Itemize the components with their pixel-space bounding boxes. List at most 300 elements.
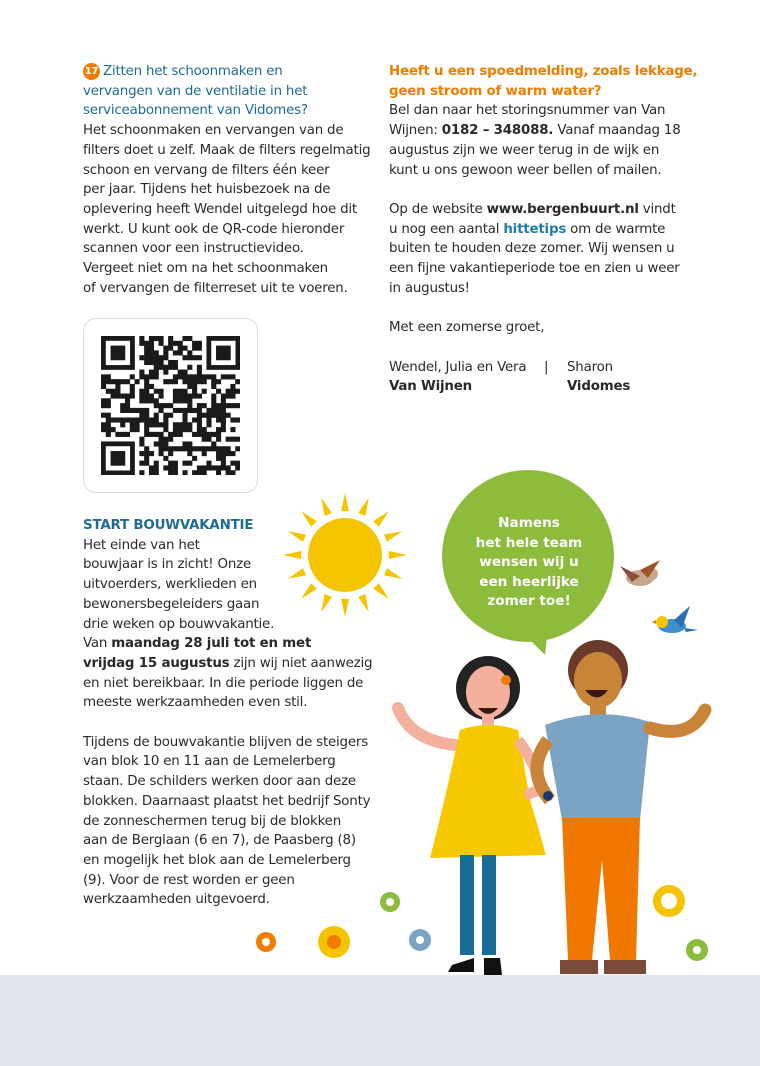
paragraph-line [389,220,697,240]
qr-module [192,374,197,379]
qr-module [211,374,216,379]
qr-module [154,389,159,394]
qr-module [221,446,226,451]
qr-module [149,384,154,389]
qr-module [202,413,207,418]
paragraph-line: uitvoerders, werklieden en [83,577,257,593]
qr-module [163,365,168,370]
qr-module [106,403,111,408]
qr-module [130,384,135,389]
paragraph-line: aan de Berglaan (6 en 7), de Paasberg (8) [83,833,356,849]
qr-module [216,456,221,461]
qr-module [144,389,149,394]
qr-module [216,437,221,442]
qr-module [187,461,192,466]
qr-module [106,374,111,379]
qr-module [173,379,178,384]
qr-module [211,394,216,399]
qr-module [111,427,116,432]
qr-module [144,446,149,451]
qr-module [216,470,221,475]
qr-module [230,394,235,399]
qr-module [187,451,192,456]
qr-module [178,398,183,403]
qr-module [163,350,168,355]
qr-module [173,365,178,370]
text-run: Vanaf maandag 18 [553,123,681,139]
paragraph-line: kunt u ons gewoon weer bellen of mailen. [389,162,662,178]
sun-ray [321,498,332,516]
qr-module [178,432,183,437]
qr-module [230,461,235,466]
qr-module [182,427,187,432]
website-url[interactable]: www.bergenbuurt.nl [486,201,639,217]
qr-module [216,346,231,361]
qr-module [230,389,235,394]
qr-module [163,456,168,461]
qr-module [178,427,183,432]
boy-illustration [537,640,705,974]
qr-module [154,417,159,422]
qr-module [159,422,164,427]
qr-module [197,403,202,408]
qr-module [168,403,173,408]
qr-module [125,394,130,399]
qr-module [159,441,164,446]
qr-module [144,427,149,432]
qr-module [206,461,211,466]
qr-module [163,403,168,408]
qr-module [144,341,149,346]
qr-module [197,446,202,451]
qr-module [187,427,192,432]
qr-module [178,446,183,451]
qr-module [168,451,173,456]
qr-module [125,403,130,408]
paragraph-line: blokken. Daarnaast plaatst het bedrijf Sonty [83,793,371,809]
qr-module [235,379,240,384]
qr-module [106,422,111,427]
qr-module [135,408,140,413]
qr-module [173,350,178,355]
qr-module [130,394,135,399]
qr-module [197,346,202,351]
sun-ray [321,594,332,612]
qr-code-card[interactable] [83,318,258,493]
qr-module [149,341,154,346]
qr-module [182,336,187,341]
qr-module [115,432,120,437]
qr-module [211,441,216,446]
qr-module [154,370,159,375]
qr-module [139,394,144,399]
text-run: vindt [638,201,676,217]
qr-module [101,374,106,379]
qr-module [144,398,149,403]
qr-module [192,470,197,475]
signature-1-names: Wendel, Julia en Vera [389,359,527,375]
qr-module [226,403,231,408]
qr-module [163,427,168,432]
qr-module [235,417,240,422]
paragraph-spacer [389,338,697,358]
qr-code-icon[interactable] [101,336,240,475]
qr-module [163,441,168,446]
qr-module [130,427,135,432]
sun-ray [373,583,389,599]
qr-module [139,336,144,341]
qr-module [115,417,120,422]
qr-module [159,451,164,456]
bubble-line: het hele team [475,534,583,551]
qr-module [149,422,154,427]
qr-module [159,389,164,394]
qr-module [192,379,197,384]
qr-module [144,417,149,422]
paragraph-spacer [389,180,697,200]
qr-module [197,470,202,475]
qr-module [230,451,235,456]
qr-module [173,360,178,365]
qr-module [197,394,202,399]
qr-module [139,437,144,442]
qr-module [154,403,159,408]
qr-module [216,432,221,437]
qr-module [106,432,111,437]
qr-module [182,417,187,422]
qr-module [182,398,187,403]
qr-module [187,355,192,360]
qr-module [139,451,144,456]
qr-module [206,422,211,427]
qr-module [135,417,140,422]
qr-module [182,441,187,446]
qr-module [202,432,207,437]
qr-module [168,346,173,351]
qr-module [197,422,202,427]
qr-module [111,394,116,399]
qr-module [206,437,211,442]
qr-module [192,432,197,437]
qr-module [182,413,187,418]
paragraph-line [389,200,697,220]
qr-module [226,413,231,418]
qr-module [221,451,226,456]
qr-module [115,379,120,384]
qr-module [173,427,178,432]
qr-module [202,470,207,475]
paragraph-line: en mogelijk het blok aan de Lemelerberg [83,852,351,868]
qr-module [144,350,149,355]
paragraph-line: werkzaamheden uitgevoerd. [83,892,270,908]
sun-ray [341,493,349,511]
qr-module [154,413,159,418]
paragraph-line: Het einde van het [83,537,200,553]
qr-module [235,446,240,451]
qr-module [202,465,207,470]
qr-module [154,422,159,427]
sun-ray [389,551,407,559]
qr-module [221,413,226,418]
qr-module [154,336,159,341]
qr-module [159,394,164,399]
question-heading-text: Zitten het schoonmaken en [103,64,283,79]
qr-module [106,417,111,422]
sun-ray [283,551,301,559]
paragraph-line: werkt. U kunt ook de QR-code hieronder [83,221,345,237]
qr-module [221,398,226,403]
qr-module [202,427,207,432]
qr-module [154,374,159,379]
qr-module [211,403,216,408]
spoed-heading: geen stroom of warm water? [389,83,602,99]
paragraph-line: bewonersbegeleiders gaan [83,596,260,612]
qr-module [135,427,140,432]
qr-module [149,370,154,375]
qr-module [106,413,111,418]
speech-bubble-text [455,514,603,612]
paragraph-line: bouwjaar is in zicht! Onze [83,557,252,573]
qr-module [159,408,164,413]
qr-module [235,437,240,442]
qr-module [139,389,144,394]
footer-band [0,975,760,1066]
qr-module [178,341,183,346]
question-heading-line: vervangen van de ventilatie in het [83,83,308,99]
qr-module [197,379,202,384]
paragraph-line: drie weken op bouwvakantie. [83,616,275,632]
qr-module [173,465,178,470]
sun-ray [341,599,349,617]
qr-module [144,384,149,389]
qr-module [144,379,149,384]
text-run: zijn wij niet aanwezig [229,655,373,671]
qr-module [173,389,178,394]
qr-module [125,408,130,413]
qr-module [163,465,168,470]
qr-module [192,384,197,389]
qr-module [226,389,231,394]
qr-module [197,432,202,437]
qr-module [115,384,120,389]
qr-module [173,461,178,466]
sun-ray [373,511,389,527]
qr-module [106,379,111,384]
qr-module [235,403,240,408]
bird-illustration-icon [652,606,698,633]
qr-module [144,394,149,399]
qr-module [197,417,202,422]
qr-module [192,389,197,394]
paragraph-line: scannen voor een instructievideo. [83,241,304,257]
qr-module [235,461,240,466]
paragraph-line: oplevering heeft Wendel uitgelegd hoe dit [83,201,357,217]
qr-module [187,422,192,427]
paragraph-line: of vervangen de filterreset uit te voeren. [83,280,348,296]
qr-module [206,432,211,437]
qr-module [149,451,154,456]
qr-module [182,389,187,394]
qr-module [149,355,154,360]
qr-module [139,413,144,418]
qr-module [159,403,164,408]
qr-module [154,441,159,446]
qr-module [125,398,130,403]
qr-module [216,451,221,456]
qr-module [206,408,211,413]
signature-2-org: Vidomes [567,379,631,395]
paragraph-line: staan. De schilders werken door aan deze [83,774,356,790]
qr-module [168,379,173,384]
signature-2-names: Sharon [567,359,613,375]
qr-module [216,379,221,384]
qr-module [178,394,183,399]
qr-module [144,422,149,427]
qr-module [168,336,173,341]
qr-module [139,398,144,403]
qr-module [130,389,135,394]
qr-module [206,413,211,418]
qr-module [187,441,192,446]
qr-module [101,403,106,408]
signature-orgs [389,377,697,397]
qr-module [106,398,111,403]
qr-module [216,408,221,413]
qr-module [101,427,106,432]
qr-module [192,417,197,422]
qr-module [187,403,192,408]
qr-module [168,413,173,418]
qr-module [211,384,216,389]
qr-module [192,341,197,346]
sun-illustration-icon [283,493,407,617]
qr-module [168,432,173,437]
qr-module [230,470,235,475]
qr-module [111,346,126,361]
qr-module [111,389,116,394]
qr-module [173,374,178,379]
qr-module [187,408,192,413]
qr-module [206,374,211,379]
qr-module [173,422,178,427]
bird-illustration-icon [620,560,660,586]
qr-module [149,465,154,470]
qr-module [115,394,120,399]
qr-module [159,355,164,360]
sun-ray [384,531,402,542]
qr-module [221,456,226,461]
signature-1-org: Van Wijnen [389,379,472,395]
qr-module [202,379,207,384]
qr-module [149,336,154,341]
qr-module [197,374,202,379]
paragraph-line: Bel dan naar het storingsnummer van Van [389,103,666,119]
qr-module [211,446,216,451]
qr-module [216,403,221,408]
qr-module [216,427,221,432]
qr-module [202,403,207,408]
qr-module [168,341,173,346]
qr-module [130,422,135,427]
qr-module [168,446,173,451]
qr-module [182,370,187,375]
qr-module [192,355,197,360]
qr-module [182,470,187,475]
qr-module [149,432,154,437]
right-column [389,62,697,397]
qr-module [187,394,192,399]
paragraph-line: augustus zijn we weer terug in de wijk en [389,142,660,158]
paragraph-line: Vergeet niet om na het schoonmaken [83,261,328,277]
qr-module [197,341,202,346]
qr-module [159,432,164,437]
qr-module [120,408,125,413]
sun-ray [301,511,317,527]
qr-module [144,360,149,365]
date-range-start: maandag 28 juli tot en met [111,636,312,652]
qr-module [187,384,192,389]
qr-module [226,394,231,399]
qr-module [139,374,144,379]
qr-module [187,398,192,403]
qr-module [101,422,106,427]
qr-module [182,422,187,427]
signature-separator: | [544,359,549,375]
qr-module [154,365,159,370]
qr-module [221,403,226,408]
qr-module [144,451,149,456]
qr-module [211,465,216,470]
qr-module [187,379,192,384]
paragraph-line [389,121,697,141]
qr-module [120,422,125,427]
qr-module [139,408,144,413]
qr-module [125,379,130,384]
qr-module [211,408,216,413]
qr-module [235,389,240,394]
qr-module [178,389,183,394]
qr-module [197,413,202,418]
paragraph-line: schoon en vervang de filters één keer [83,162,330,178]
qr-module [216,446,221,451]
qr-module [173,394,178,399]
qr-module [173,432,178,437]
hittetips-link[interactable]: hittetips [503,221,567,237]
qr-module [154,470,159,475]
qr-module [125,417,130,422]
signature-names [389,358,697,378]
paragraph-line: buiten te houden deze zomer. Wij wensen u [389,241,675,257]
qr-module [197,365,202,370]
qr-module [154,350,159,355]
qr-module [120,394,125,399]
qr-module [187,446,192,451]
qr-module [230,374,235,379]
qr-module [144,408,149,413]
date-range-end: vrijdag 15 augustus [83,655,230,671]
qr-module [202,451,207,456]
qr-module [111,379,116,384]
qr-module [192,456,197,461]
qr-module [163,370,168,375]
qr-module [221,461,226,466]
qr-module [139,370,144,375]
qr-module [144,374,149,379]
qr-module [168,437,173,442]
qr-module [101,384,106,389]
qr-module [211,398,216,403]
qr-module [173,398,178,403]
